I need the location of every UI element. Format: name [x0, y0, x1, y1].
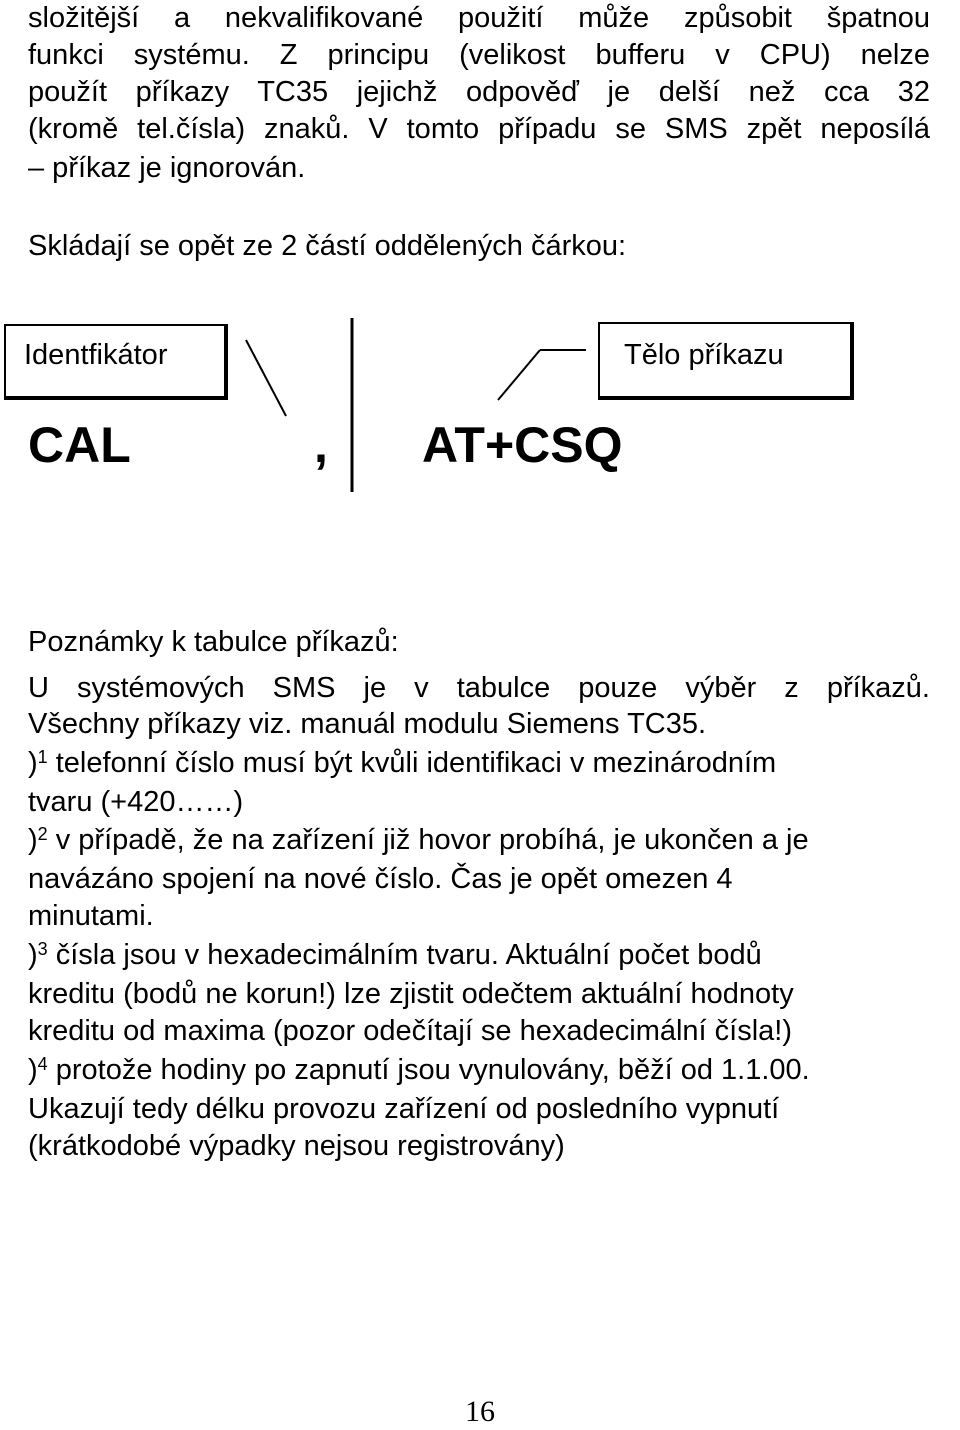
intro-line-3: použít příkazy TC35 jejichž odpověď je delší než cca 32	[28, 76, 930, 108]
note-2-mark: )	[28, 824, 38, 856]
note-2-line-2: navázáno spojení na nové číslo. Čas je opět omezen 4	[28, 863, 733, 895]
note-4-superscript: 4	[37, 1054, 48, 1074]
intro-line-4: (kromě tel.čísla) znaků. V tomto případu se SMS zpět neposílá	[28, 113, 930, 145]
structure-sentence: Skládají se opět ze 2 částí oddělených čárkou:	[28, 230, 627, 262]
note-3-mark: )	[28, 939, 38, 971]
note-2-line-1	[28, 822, 809, 858]
note-1-text: telefonní číslo musí být kvůli identifikaci v mezinárodním	[47, 747, 777, 779]
note-3-line-1	[28, 937, 762, 973]
identifier-connector-line	[246, 340, 286, 416]
note-2-line-3: minutami.	[28, 900, 154, 932]
page-number: 16	[465, 1395, 495, 1428]
notes-heading: Poznámky k tabulce příkazů:	[28, 626, 399, 658]
note-3-line-3: kreditu od maxima (pozor odečítají se hexadecimální čísla!)	[28, 1015, 793, 1047]
body-label: Tělo příkazu	[624, 339, 784, 371]
note-1-mark: )	[28, 747, 38, 779]
intro-line-2: funkci systému. Z principu (velikost bufferu v CPU) nelze	[28, 39, 930, 71]
identifier-label: Identfikátor	[24, 339, 168, 371]
notes-line-2: Všechny příkazy viz. manuál modulu Siemens TC35.	[28, 708, 707, 740]
note-4-line-3: (krátkodobé výpadky nejsou registrovány)	[28, 1130, 565, 1162]
note-1-line-2: tvaru (+420……)	[28, 786, 244, 818]
note-1-superscript: 1	[37, 747, 48, 767]
note-1-line-1	[28, 745, 776, 781]
intro-line-1: složitější a nekvalifikované použití může způsobit špatnou	[28, 2, 930, 34]
separator-comma: ,	[314, 417, 328, 473]
body-value: AT+CSQ	[422, 417, 623, 473]
note-4-mark: )	[28, 1054, 38, 1086]
body-connector-diagonal	[498, 350, 540, 400]
intro-line-5: – příkaz je ignorován.	[28, 152, 306, 184]
note-3-superscript: 3	[37, 939, 48, 959]
note-4-line-2: Ukazují tedy délku provozu zařízení od posledního vypnutí	[28, 1093, 780, 1125]
note-3-line-2: kreditu (bodů ne korun!) lze zjistit odečtem aktuální hodnoty	[28, 978, 794, 1010]
note-2-superscript: 2	[37, 824, 48, 844]
note-3-text: čísla jsou v hexadecimálním tvaru. Aktuální počet bodů	[47, 939, 762, 971]
note-4-line-1	[28, 1052, 810, 1088]
note-2-text: v případě, že na zařízení již hovor probíhá, je ukončen a je	[47, 824, 809, 856]
identifier-value: CAL	[28, 417, 131, 473]
notes-line-1: U systémových SMS je v tabulce pouze výběr z příkazů.	[28, 672, 930, 704]
note-4-text: protože hodiny po zapnutí jsou vynulovány, běží od 1.1.00.	[47, 1054, 810, 1086]
